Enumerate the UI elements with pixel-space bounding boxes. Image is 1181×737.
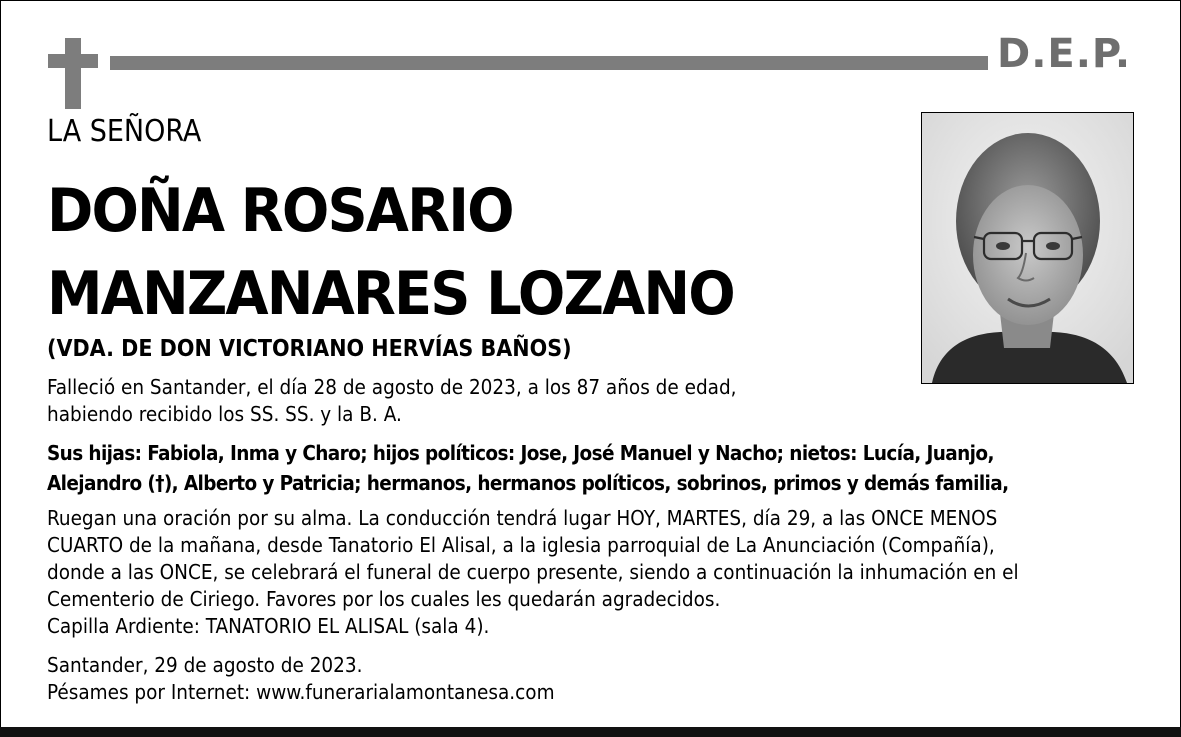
text-line: Cementerio de Ciriego. Favores por los cuales les quedarán agradecidos.: [47, 587, 721, 611]
closing-info: [47, 652, 555, 706]
name-line: MANZANARES LOZANO: [47, 259, 734, 329]
widow-of-line: (VDA. DE DON VICTORIANO HERVÍAS BAÑOS): [47, 336, 572, 362]
family-info: [47, 438, 1009, 498]
text-line: Ruegan una oración por su alma. La conducción tendrá lugar HOY, MARTES, día 29, a las ONCE MENOS: [47, 506, 998, 530]
bottom-border: [0, 727, 1181, 737]
text-line: habiendo recibido los SS. SS. y la B. A.: [47, 402, 402, 426]
header-rule: [110, 56, 988, 70]
deceased-name: [47, 170, 734, 336]
funeral-info: [47, 505, 1019, 640]
text-line: CUARTO de la mañana, desde Tanatorio El Alisal, a la iglesia parroquial de La Anunciación (Compañía),: [47, 533, 995, 557]
dep-label: D.E.P.: [997, 31, 1132, 77]
cross-icon: [48, 38, 98, 109]
portrait-image: [922, 113, 1133, 383]
intro-label: LA SEÑORA: [47, 114, 202, 149]
text-line: Sus hijas: Fabiola, Inma y Charo; hijos políticos: Jose, José Manuel y Nacho; nietos: Lucía, Juanjo,: [47, 441, 994, 465]
text-line: Pésames por Internet: www.funerarialamontanesa.com: [47, 680, 555, 704]
text-line: Alejandro (†), Alberto y Patricia; hermanos, hermanos políticos, sobrinos, primos y demás familia,: [47, 471, 1009, 495]
portrait-photo: [921, 112, 1134, 384]
text-line: Falleció en Santander, el día 28 de agosto de 2023, a los 87 años de edad,: [47, 375, 737, 399]
name-line: DOÑA ROSARIO: [47, 176, 513, 246]
text-line: Santander, 29 de agosto de 2023.: [47, 653, 363, 677]
text-line: donde a las ONCE, se celebrará el funeral de cuerpo presente, siendo a continuación la inhumación en el: [47, 560, 1019, 584]
text-line: Capilla Ardiente: TANATORIO EL ALISAL (sala 4).: [47, 614, 490, 638]
death-info: [47, 374, 737, 428]
